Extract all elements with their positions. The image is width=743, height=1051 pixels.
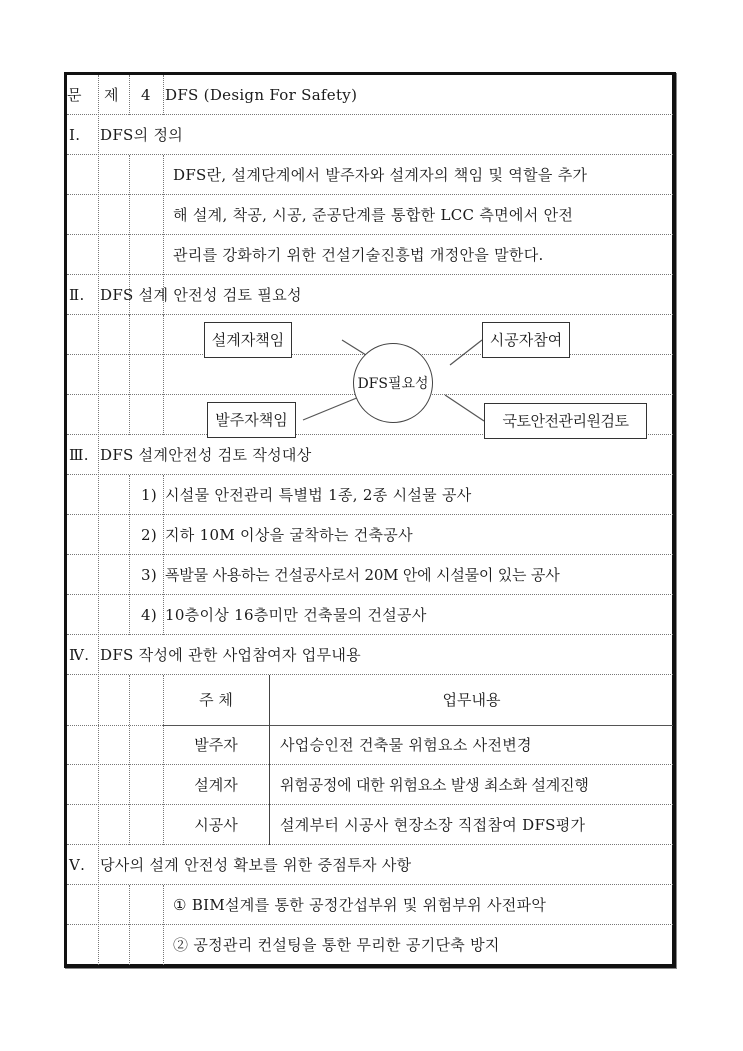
diagram-box-label: 국토안전관리원검토 [502,412,629,430]
section-2-title: DFS 설계 안전성 검토 필요성 [100,286,302,304]
document-title: DFS (Design For Safety) [165,86,358,104]
section-5-heading [67,845,673,885]
section-4-heading [67,635,673,675]
item-text: 폭발물 사용하는 건설공사로서 20M 안에 시설물이 있는 공사 [165,566,560,584]
header-subject: 주 체 [199,691,233,709]
section-1-numeral: Ⅰ. [69,126,81,144]
duty-cell: 사업승인전 건축물 위험요소 사전변경 [280,736,532,754]
definition-text: 관리를 강화하기 위한 건설기술진흥법 개정안을 말한다. [173,246,544,264]
diagram-box-owner [207,402,296,438]
diagram-center-label: DFS필요성 [357,376,429,392]
duty-cell: 위험공정에 대한 위험요소 발생 최소화 설계진행 [280,776,589,794]
item-text: 시설물 안전관리 특별법 1종, 2종 시설물 공사 [165,486,472,504]
definition-text: 해 설계, 착공, 시공, 준공단계를 통합한 LCC 측면에서 안전 [173,206,574,224]
section-3-title: DFS 설계안전성 검토 작성대상 [100,446,312,464]
target-item-1 [67,475,673,515]
table-row-contractor [67,805,673,845]
diagram-box-designer [204,322,292,358]
investment-text: ① BIM설계를 통한 공정간섭부위 및 위험부위 사전파악 [173,896,547,914]
section-4-title: DFS 작성에 관한 사업참여자 업무내용 [100,646,361,664]
diagram-box-label: 설계자책임 [211,331,285,349]
header-label-2: 제 [104,86,119,104]
target-item-3 [67,555,673,595]
section-2-numeral: Ⅱ. [69,286,85,304]
item-number: 3) [141,566,157,584]
target-item-2 [67,515,673,555]
diagram-box-kalis-review [484,403,647,439]
item-text: 지하 10M 이상을 굴착하는 건축공사 [165,526,413,544]
diagram-center-circle [353,343,433,423]
target-item-4 [67,595,673,635]
section-5-title: 당사의 설계 안전성 확보를 위한 중점투자 사항 [100,856,412,874]
section-1-title: DFS의 정의 [100,126,184,144]
header-duties: 업무내용 [442,691,501,709]
role-table-header [67,675,673,725]
header-label-1: 문 [67,86,82,104]
subject-cell: 설계자 [194,776,238,794]
table-row-owner [67,725,673,765]
diagram-box-label: 발주자책임 [215,411,288,429]
subject-cell: 발주자 [194,736,238,754]
diagram-box-constructor [482,322,570,358]
definition-text: DFS란, 설계단계에서 발주자와 설계자의 책임 및 역할을 추가 [173,166,588,184]
investment-item-1 [67,885,673,925]
section-4-numeral: Ⅳ. [69,646,90,664]
subject-cell: 시공사 [194,816,238,834]
section-3-numeral: Ⅲ. [69,446,89,464]
item-number: 4) [141,606,157,624]
item-number: 1) [141,486,157,504]
investment-item-2 [67,925,673,965]
table-column-divider [269,675,270,845]
item-number: 2) [141,526,157,544]
diagram-box-label: 시공자참여 [489,331,563,349]
section-3-heading [67,435,673,475]
document-frame [64,72,676,968]
duty-cell: 설계부터 시공사 현장소장 직접참여 DFS평가 [280,816,586,834]
investment-text: ② 공정관리 컨설팅을 통한 무리한 공기단축 방지 [173,936,500,954]
section-5-numeral: Ⅴ. [69,856,86,874]
problem-number: 4 [141,86,151,104]
item-text: 10층이상 16층미만 건축물의 건설공사 [165,606,427,624]
table-row-designer [67,765,673,805]
